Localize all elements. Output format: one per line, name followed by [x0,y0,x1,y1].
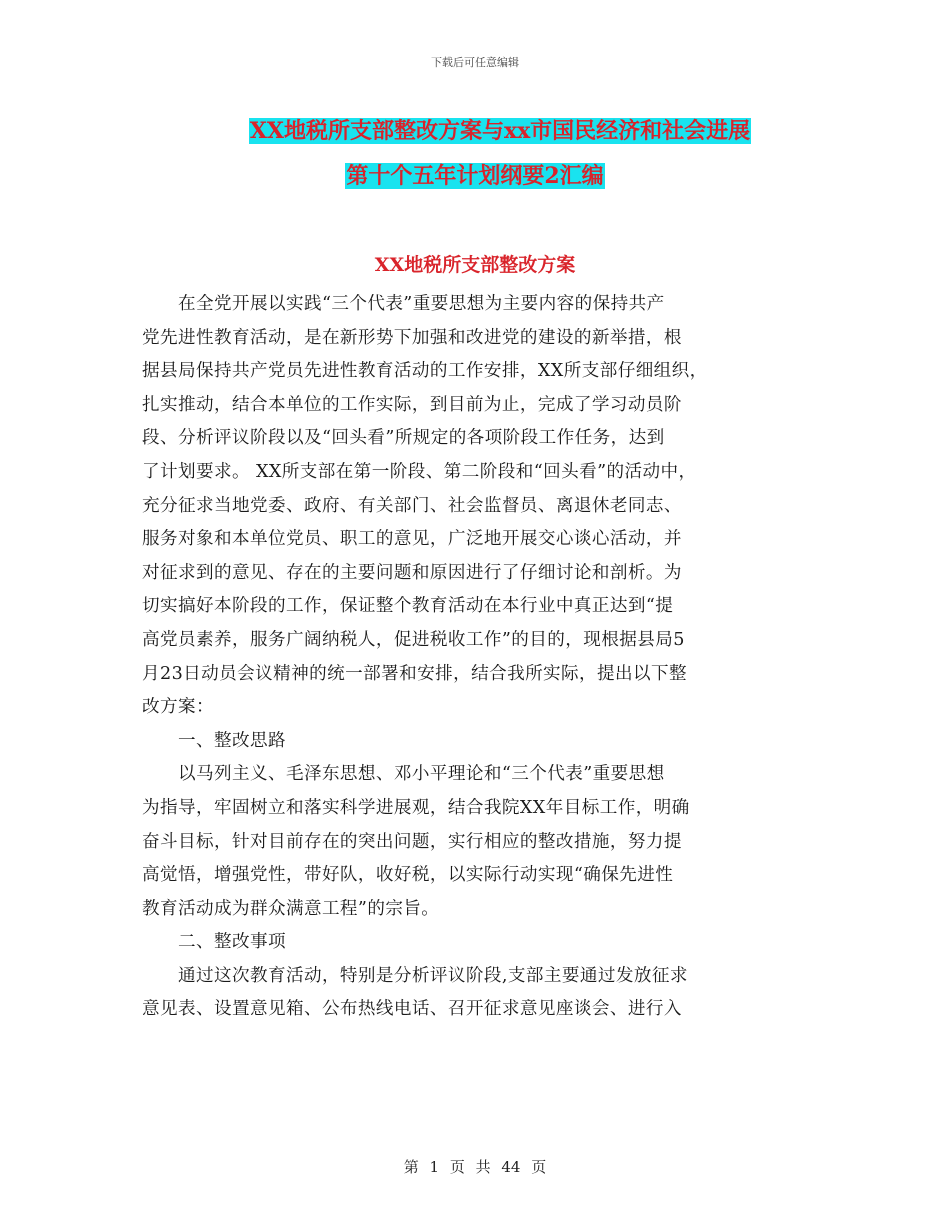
header-note: 下载后可任意编辑 [431,56,519,69]
body-line: 高觉悟，增强党性，带好队，收好税，以实际行动实现“确保先进性 [142,865,674,886]
body-line: 了计划要求。 XX所支部在第一阶段、第二阶段和“回头看”的活动中， [142,461,697,482]
body-line: 党先进性教育活动，是在新形势下加强和改进党的建设的新举措，根 [142,327,682,348]
body-line: 高党员素养，服务广阔纳税人，促进税收工作”的目的，现根据县局5 [142,629,685,650]
heading-reform-approach: 一、整改思路 [142,730,286,751]
body-line: 扎实推动，结合本单位的工作实际，到目前为止，完成了学习动员阶 [142,394,682,415]
body-line: 段、分析评议阶段以及“回头看”所规定的各项阶段工作任务，达到 [142,428,665,449]
body-line: 教育活动成为群众满意工程”的宗旨。 [142,898,440,919]
body-line: 服务对象和本单位党员、职工的意见，广泛地开展交心谈心活动，并 [142,529,682,550]
document-title-line-1 [25,117,950,145]
body-line: 奋斗目标，针对目前存在的突出问题，实行相应的整改措施，努力提 [142,831,682,852]
body-line: 在全党开展以实践“三个代表”重要思想为主要内容的保持共产 [142,294,665,314]
section-title: XX地税所支部整改方案 [374,254,576,276]
heading-reform-items: 二、整改事项 [142,932,286,953]
title-line-2-text: 第十个五年计划纲要2汇编 [346,163,604,189]
body-line: 意见表、设置意见箱、公布热线电话、召开征求意见座谈会、进行入 [142,999,682,1020]
body-line: 切实搞好本阶段的工作，保证整个教育活动在本行业中真正达到“提 [142,596,674,617]
body-line: 对征求到的意见、存在的主要问题和原因进行了仔细讨论和剖析。为 [142,562,682,583]
document-title-line-2 [0,162,950,190]
page-footer: 第 1 页 共 44 页 [403,1158,547,1176]
title-line-1-text: XX地税所支部整改方案与xx市国民经济和社会进展 [249,118,751,144]
body-line: 以马列主义、毛泽东思想、邓小平理论和“三个代表”重要思想 [142,764,665,785]
body-line: 据县局保持共产党员先进性教育活动的工作安排，XX所支部仔细组织， [142,361,708,382]
body-line: 通过这次教育活动，特别是分析评议阶段,支部主要通过发放征求 [142,965,688,986]
body-text [142,288,832,1027]
body-line: 月23日动员会议精神的统一部署和安排，结合我所实际，提出以下整 [142,663,688,684]
body-line: 充分征求当地党委、政府、有关部门、社会监督员、离退休老同志、 [142,495,682,516]
body-line: 改方案： [142,697,214,718]
body-line: 为指导，牢固树立和落实科学进展观，结合我院XX年目标工作，明确 [142,797,690,818]
